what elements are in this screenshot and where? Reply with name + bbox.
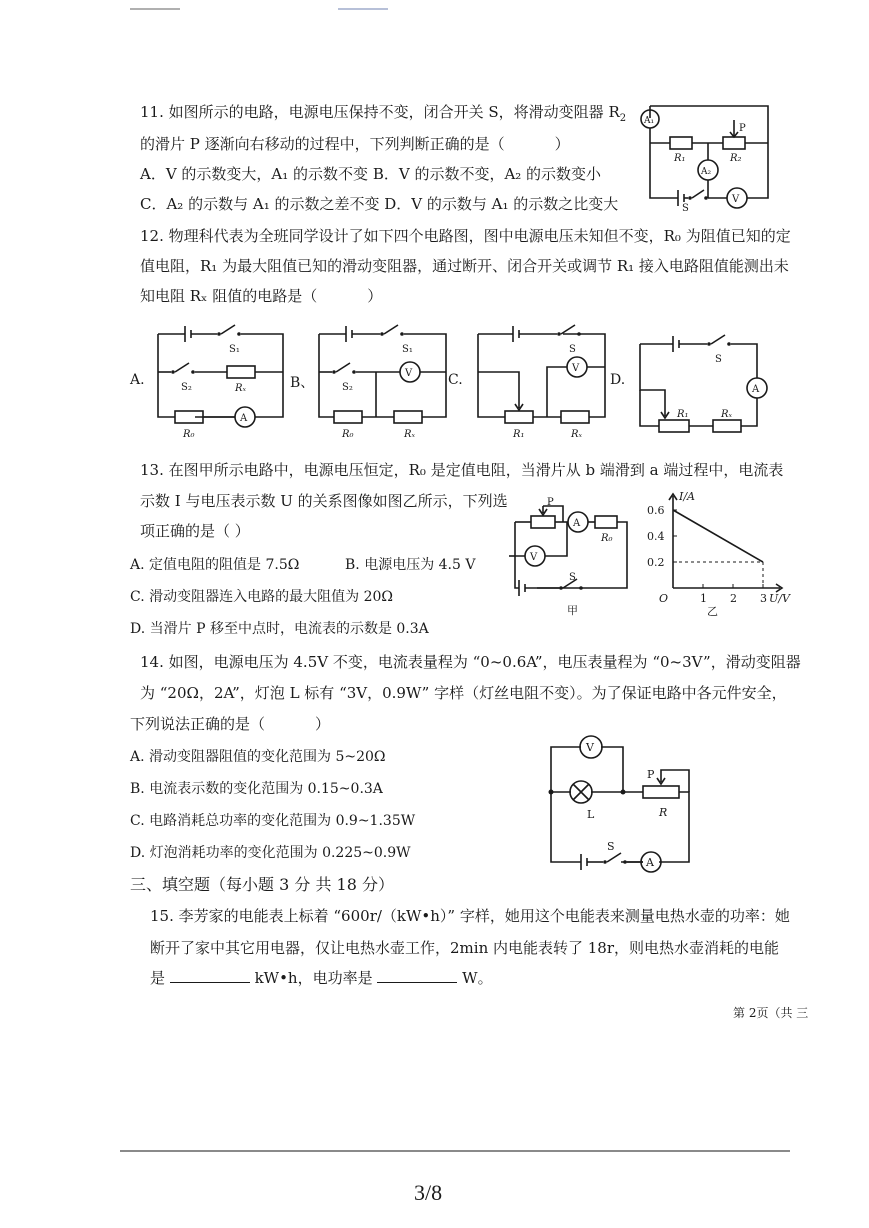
q12d-rx-label: Rₓ xyxy=(721,409,733,420)
q13-option-d: D. 当滑片 P 移至中点时，电流表的示数是 0.3A xyxy=(130,621,429,637)
rheostat xyxy=(643,786,679,798)
q13-graph-yi xyxy=(645,488,795,618)
q13-line2: 示数 I 与电压表示数 U 的关系图像如图乙所示，下列选 xyxy=(140,492,508,510)
q15-line1: 15. 李芳家的电能表上标着 “600r/（kW•h）” 字样，她用这个电能表来测量电热水壶的功率：她 xyxy=(150,907,790,925)
q12b-v-label: V xyxy=(405,368,413,379)
q12c-s-label: S xyxy=(569,344,576,355)
q13-jia-a-label: A xyxy=(573,518,581,529)
q12-circuit-b xyxy=(316,322,451,442)
q11-circuit-diagram xyxy=(640,98,775,213)
q12-option-b-label: B、 xyxy=(290,375,315,391)
q14-p-label: P xyxy=(647,768,655,781)
q13-jia-r0-label: R₀ xyxy=(601,533,613,544)
q12-circuit-a xyxy=(155,322,290,442)
q13-option-a: A. 定值电阻的阻值是 7.5Ω xyxy=(130,557,300,573)
q13-jia-s-label: S xyxy=(569,572,576,583)
q14-circuit-diagram xyxy=(535,730,700,870)
q14-option-c: C. 电路消耗总功率的变化范围为 0.9~1.35W xyxy=(130,813,416,829)
inner-page-number: 第 2页（共 三 xyxy=(733,1006,809,1020)
q13-circuit-jia xyxy=(505,496,635,621)
switch-s-icon xyxy=(692,190,704,198)
q13-yi-origin: O xyxy=(659,592,669,605)
q12a-s1-label: S₁ xyxy=(229,344,240,355)
battery-icon xyxy=(581,854,587,870)
q12d-r1-label: R₁ xyxy=(677,409,689,420)
q12b-s2-label: S₂ xyxy=(342,382,353,393)
q12-line1: 12. 物理科代表为全班同学设计了如下四个电路图，图中电源电压未知但不变，R₀ 为阻值已知的定 xyxy=(140,227,791,245)
q12-circuit-c xyxy=(475,322,610,442)
q12a-a-label: A xyxy=(240,413,248,424)
q13-option-c: C. 滑动变阻器连入电路的最大阻值为 20Ω xyxy=(130,589,393,605)
q11-r1-label: R₁ xyxy=(674,153,686,164)
q14-line1: 14. 如图，电源电压为 4.5V 不变，电流表量程为 “0~0.6A”，电压表量程为 “0~3V”，滑动变阻器 xyxy=(140,653,801,671)
q12a-r0-label: R₀ xyxy=(183,429,195,440)
q15-blank-energy[interactable] xyxy=(170,968,250,983)
q15-blank-power[interactable] xyxy=(377,968,457,983)
q13-yi-ylabel: I/A xyxy=(679,490,695,503)
q11-option-cd: C．A₂ 的示数与 A₁ 的示数之差不变 D．V 的示数与 A₁ 的示数之比变大 xyxy=(140,195,619,213)
q13-jia-caption: 甲 xyxy=(567,604,578,617)
q11-line2: 的滑片 P 逐渐向右移动的过程中，下列判断正确的是（ ） xyxy=(140,135,570,153)
q12d-s-label: S xyxy=(715,354,722,365)
y-tick-label: 0.6 xyxy=(647,504,665,517)
q13-line3: 项正确的是（ ） xyxy=(140,522,250,540)
q11-v-label: V xyxy=(732,194,740,205)
q14-line3: 下列说法正确的是（ ） xyxy=(130,715,331,733)
q14-line2: 为 “20Ω，2A”，灯泡 L 标有 “3V，0.9W” 字样（灯丝电阻不变）。为了保证电路中各元件安全， xyxy=(140,684,787,702)
q12-line2: 值电阻，R₁ 为最大阻值已知的滑动变阻器，通过断开、闭合开关或调节 R₁ 接入电路阻值能测出未 xyxy=(140,257,789,275)
q12a-s2-label: S₂ xyxy=(181,382,192,393)
q11-s-label: S xyxy=(682,203,689,214)
q12-option-c-label: C. xyxy=(448,372,463,388)
q12-circuit-d xyxy=(637,330,772,442)
q14-option-d: D. 灯泡消耗功率的变化范围为 0.225~0.9W xyxy=(130,845,411,861)
q12b-s1-label: S₁ xyxy=(402,344,413,355)
switch-s1-icon xyxy=(221,325,235,334)
q12b-rx-label: Rₓ xyxy=(404,429,416,440)
q14-r-label: R xyxy=(659,806,668,819)
series-line xyxy=(673,510,763,562)
q14-option-b: B. 电流表示数的变化范围为 0.15~0.3A xyxy=(130,781,383,797)
q12b-r0-label: R₀ xyxy=(342,429,354,440)
q11-r2-label: R₂ xyxy=(730,153,742,164)
q14-s-label: S xyxy=(607,840,615,853)
section-3-title: 三、填空题（每小题 3 分 共 18 分） xyxy=(130,875,394,894)
q11-option-ab: A．V 的示数变大，A₁ 的示数不变 B．V 的示数不变，A₂ 的示数变小 xyxy=(140,165,602,183)
x-tick-label: 3 xyxy=(760,592,767,605)
q12c-v-label: V xyxy=(572,363,580,374)
battery-icon xyxy=(519,580,525,596)
q12a-rx-label: Rₓ xyxy=(235,383,247,394)
q13-yi-xlabel: U/V xyxy=(769,592,790,605)
q12-option-d-label: D. xyxy=(610,372,626,388)
q14-a-label: A xyxy=(646,856,654,869)
q14-l-label: L xyxy=(587,808,595,821)
q11-line1: 11. 如图所示的电路，电源电压保持不变，闭合开关 S，将滑动变阻器 $R_2$ xyxy=(140,103,627,124)
rheostat-r2 xyxy=(723,137,745,149)
q13-jia-p-label: P xyxy=(547,497,554,508)
q15-line3: 是 kW•h，电功率是 W。 xyxy=(150,969,493,987)
x-tick-label: 2 xyxy=(730,592,737,605)
q12d-a-label: A xyxy=(752,384,760,395)
q15-line2: 断开了家中其它用电器，仅让电热水壶工作，2min 内电能表转了 18r，则电热水壶消耗的电能 xyxy=(150,939,780,957)
q13-yi-caption: 乙 xyxy=(707,605,718,618)
q14-v-label: V xyxy=(586,741,594,754)
q13-jia-v-label: V xyxy=(530,552,538,563)
q12-line3: 知电阻 Rₓ 阻值的电路是（ ） xyxy=(140,287,383,305)
q11-p-label: P xyxy=(739,123,746,134)
q11-a1-label: A₁ xyxy=(644,116,655,126)
resistor-r1 xyxy=(670,137,692,149)
q13-option-b: B. 电源电压为 4.5 V xyxy=(345,557,476,573)
y-tick-label: 0.2 xyxy=(647,556,665,569)
q13-line1: 13. 在图甲所示电路中，电源电压恒定，R₀ 是定值电阻，当滑片从 b 端滑到 a 端过程中，电流表 xyxy=(140,461,784,479)
q14-option-a: A. 滑动变阻器阻值的变化范围为 5~20Ω xyxy=(130,749,386,765)
q12c-rx-label: Rₓ xyxy=(571,429,583,440)
switch-s2-icon xyxy=(175,363,189,372)
q12c-r1-label: R₁ xyxy=(513,429,525,440)
y-tick-label: 0.4 xyxy=(647,530,665,543)
q12-option-a-label: A. xyxy=(130,372,145,388)
q11-a2-label: A₂ xyxy=(701,167,712,177)
page-number: 3/8 xyxy=(414,1180,443,1205)
rheostat xyxy=(531,516,555,528)
x-tick-label: 1 xyxy=(700,592,707,605)
